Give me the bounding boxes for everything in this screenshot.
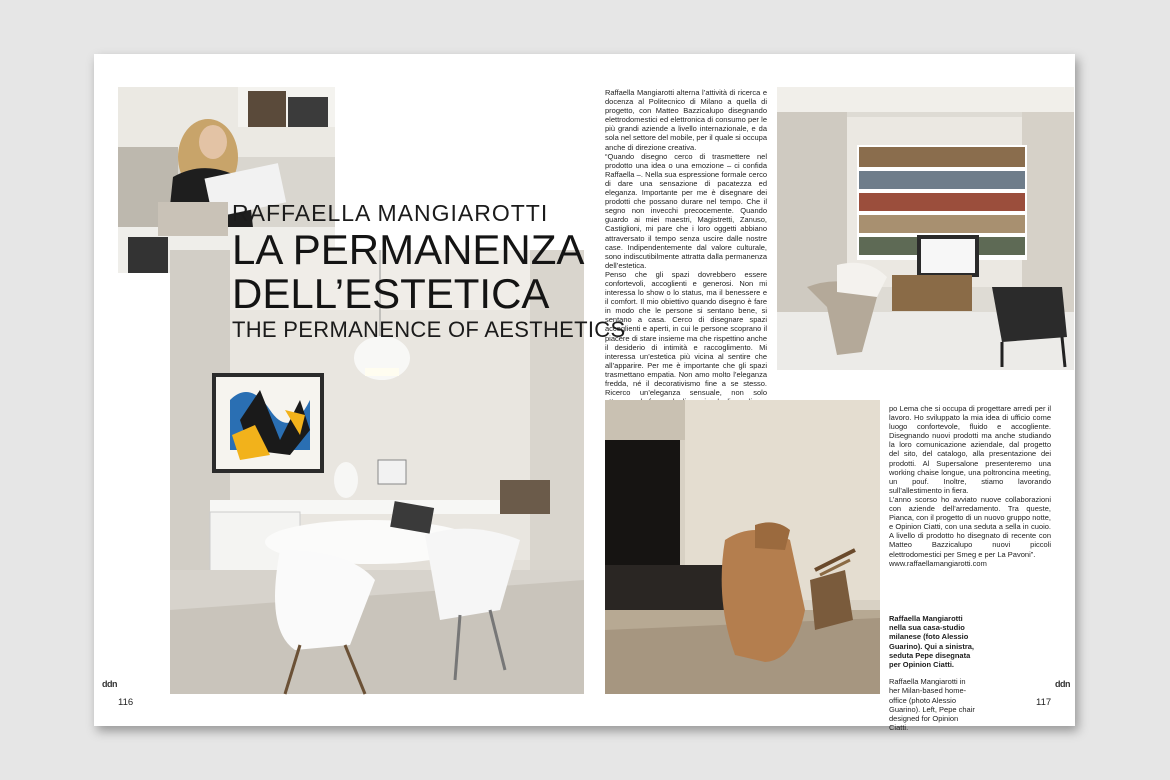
bookshelf-photo: [777, 87, 1074, 370]
photo-caption: [889, 614, 977, 732]
paragraph: po Lema che si occupa di progettare arredi per il lavoro. Ho sviluppato la mia idea di ufficio come luogo confortevole, fluido e accogliente. Disegnando nuovi prodotti ma anche studiando la loro comunicazione aziendale, dal progetto del sito, del catalogo, alla presentazione dei prodotti. Al Supersalone presenteremo una working chaise longue, una poltroncina meeting, un pouf. Inoltre, stiamo lavorando sull’allestimento in fiera.: [889, 404, 1051, 495]
headline-line-1: LA PERMANENZA: [232, 226, 585, 273]
page-number-right: 117: [1036, 697, 1052, 708]
ddn-logo-right: ddn: [1055, 679, 1070, 689]
subtitle: THE PERMANENCE OF AESTHETICS: [232, 317, 626, 342]
paragraph: L’anno scorso ho avviato nuove collaborazioni con aziende dell’arredamento. Tra queste, Pianca, con il progetto di un nuovo gruppo notte, e Opinion Ciatti, con una seduta a sella in cuoio. A livello di prodotto ho disegnato di recente con Matteo Bazzicalupo nuovi piccoli elettrodomestici per Smeg e per La Pavoni”.: [889, 494, 1051, 559]
caption-english: Raffaella Mangiarotti in her Milan-based home-office (photo Alessio Guarino). Left, Pepe chair designed for Opinion Ciatti.: [889, 677, 975, 733]
paragraph: Penso che gli spazi dovrebbero essere confortevoli, accoglienti e generosi. Non mi interessa lo show o lo status, ma il benessere e il comfort. Il mio obiettivo quando disegno è fare in modo che le persone si sentano bene, si sentano a casa. Cerco di disegnare spazi accoglienti e aperti, in cui le persone scoprano il piacere di stare insieme ma che rispettino anche il desiderio di intimità e raccoglimento. Mi interessa un’estetica più vicina al sentire che all’apparire. Per me è importante che gli spazi trasmettano empatia. Non amo molto l’eleganza fredda, né il decorativismo fine a se stesso. Ricerco un’eleganza sensuale, non solo: [605, 269, 767, 398]
paragraph: “Quando disegno cerco di trasmettere nel prodotto una idea o una emozione – ci confida Raffaella –. Nella sua espressione formale cerco di dare una sensazione di pacatezza ed eleganza. Importante per me è disegnare dei prodotti che possano durare nel tempo. Che il segno non invecchi precocemente. Quando guardo ai miei maestri, Magistretti, Zanuso, Castiglioni, mi pare che i loro oggetti abbiano attraversato il tempo senza uscire dalle nostre case. Indipendentemente dal valore culturale, sono indiscutibilmente attratta dalla permanenza dell’estetica.: [605, 151, 767, 270]
paragraph: Raffaella Mangiarotti alterna l’attività di ricerca e docenza al Politecnico di Milano a quella di progetto, con Matteo Bazzicalupo disegnando elettrodomestici ed elettronica di consumo per le più grandi aziende a livello internazionale, e da sola nel settore del mobile, per il quale si occupa anche di direzione creativa.: [605, 88, 767, 152]
title-block: [232, 200, 626, 342]
headline-line-2: DELL’ESTETICA: [232, 270, 550, 317]
body-column-2: [889, 404, 1051, 568]
page-number-left: 116: [118, 697, 134, 708]
saddle-chair-photo: [605, 400, 880, 694]
caption-italian: Raffaella Mangiarotti nella sua casa-studio milanese (foto Alessio Guarino). Qui a sinistra, seduta Pepe disegnata per Opinion Ciatti.: [889, 614, 975, 670]
ddn-logo-left: ddn: [102, 679, 117, 689]
body-column-1: [605, 88, 767, 398]
author-name: RAFFAELLA MANGIAROTTI: [232, 200, 549, 226]
magazine-spread: [94, 54, 1075, 733]
website-url: www.raffaellamangiarotti.com: [889, 558, 987, 568]
